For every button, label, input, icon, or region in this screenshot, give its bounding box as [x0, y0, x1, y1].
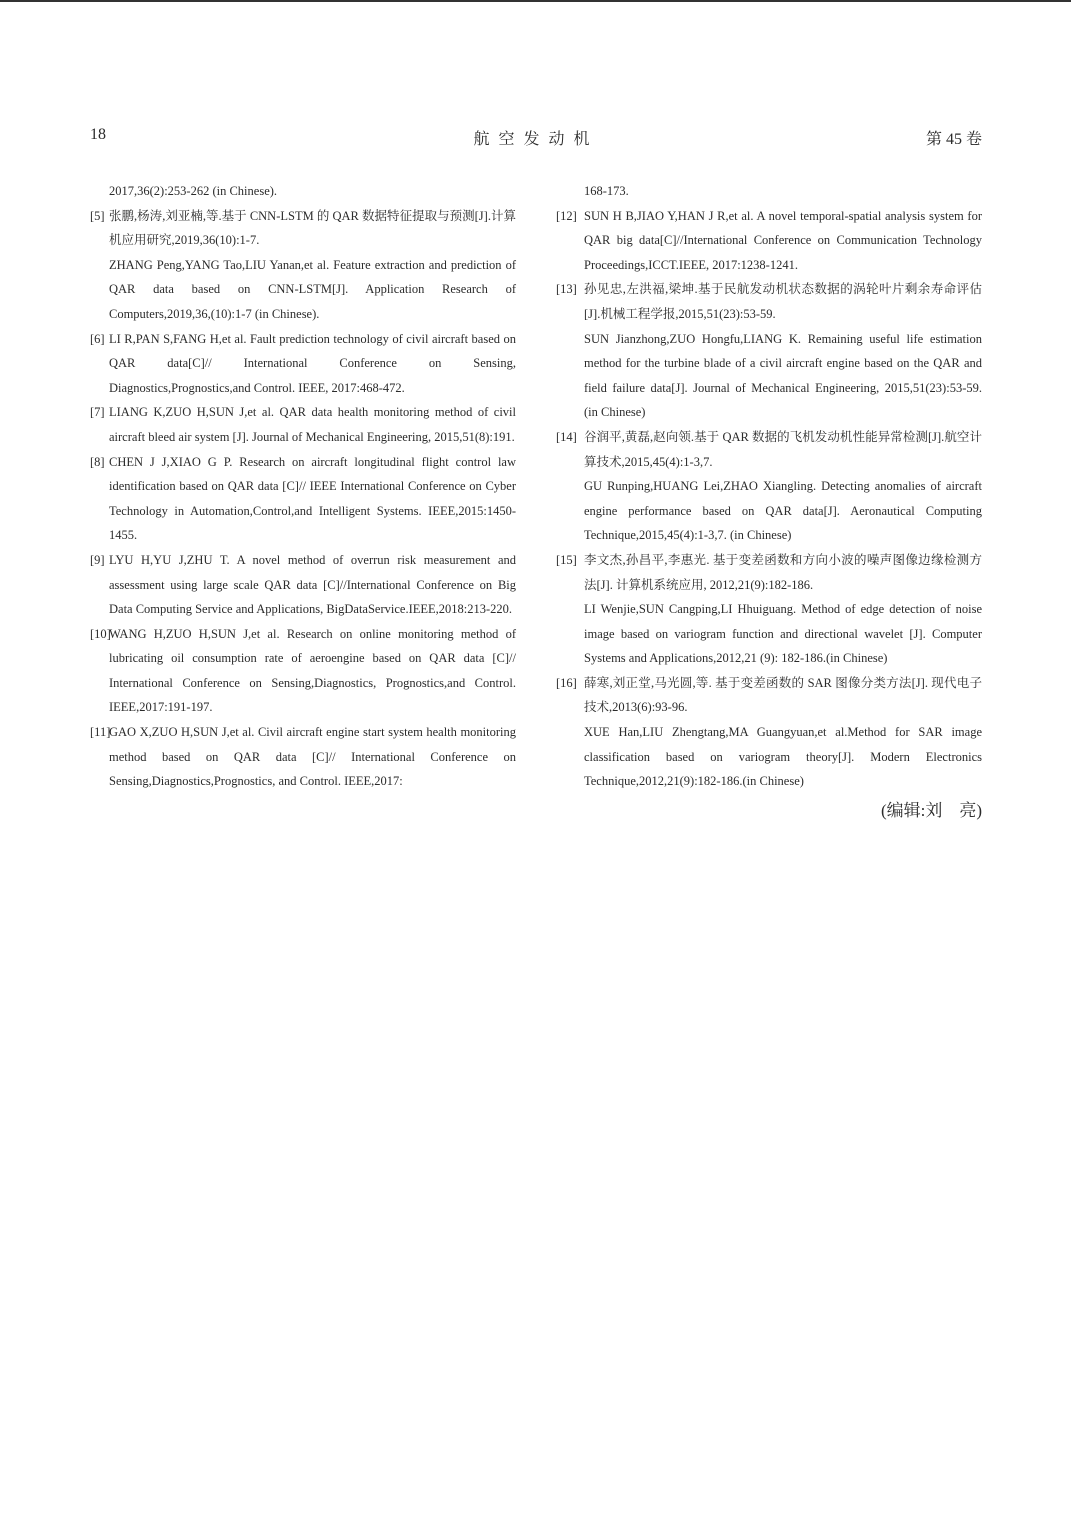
- reference-entry: [556, 425, 982, 548]
- reference-label: [13]: [556, 282, 577, 297]
- journal-title: 航空发动机: [473, 131, 599, 148]
- page-header: [90, 126, 982, 148]
- reference-entry: [556, 204, 982, 278]
- reference-text: [90, 548, 516, 622]
- continuation-text: 2017,36(2):253-262 (in Chinese).: [109, 184, 278, 198]
- reference-text: [90, 450, 516, 548]
- reference-label: [11]: [90, 725, 111, 740]
- reference-body: LI R,PAN S,FANG H,et al. Fault prediction technology of civil aircraft based on QAR data[C]// International Conference on Sensing, Diagnostics,Prognostics,and Control. IEEE, 2017:468-472.: [109, 331, 516, 395]
- top-border-line: [0, 0, 1071, 2]
- reference-body: LYU H,YU J,ZHU T. A novel method of overrun risk measurement and assessment using large scale QAR data [C]//International Conference on Big Data Computing Service and Applications, BigDataService.IEEE,2018:213-220.: [109, 552, 516, 617]
- reference-label: [10]: [90, 626, 111, 641]
- reference-text: [556, 425, 982, 474]
- reference-text: [90, 720, 516, 794]
- reference-text: [90, 400, 516, 449]
- reference-body: WANG H,ZUO H,SUN J,et al. Research on online monitoring method of lubricating oil consumption rate of aeroengine based on QAR data [C]// International Conference on Sensing,Diagnostics, Prognostics,and Control. IEEE,2017:191-197.: [109, 626, 516, 715]
- reference-body: CHEN J J,XIAO G P. Research on aircraft longitudinal flight control law identification based on QAR data [C]// IEEE International Conference on Cyber Technology in Automation,Control,and Intelligent Systems. IEEE,2015:1450-1455.: [109, 454, 516, 543]
- reference-body: 张鹏,杨涛,刘亚楠,等.基于 CNN-LSTM 的 QAR 数据特征提取与预测[J].计算机应用研究,2019,36(10):1-7.: [109, 208, 516, 248]
- reference-body: 李文杰,孙昌平,李惠光. 基于变差函数和方向小波的噪声图像边缘检测方法[J]. 计算机系统应用, 2012,21(9):182-186.: [584, 552, 982, 592]
- reference-body: 薛寒,刘正堂,马光圆,等. 基于变差函数的 SAR 图像分类方法[J]. 现代电子技术,2013(6):93-96.: [584, 675, 982, 715]
- reference-body: LIANG K,ZUO H,SUN J,et al. QAR data health monitoring method of civil aircraft bleed air system [J]. Journal of Mechanical Engineering, 2015,51(8):191.: [109, 405, 516, 444]
- reference-label: [6]: [90, 331, 105, 346]
- volume-label: 第 45 卷: [925, 131, 982, 148]
- reference-entry: [90, 400, 516, 449]
- reference-body: 孙见忠,左洪福,梁坤.基于民航发动机状态数据的涡轮叶片剩余寿命评估[J].机械工程学报,2015,51(23):53-59.: [584, 282, 982, 321]
- reference-english-translation: SUN Jianzhong,ZUO Hongfu,LIANG K. Remaining useful life estimation method for the turbine blade of a civil aircraft engine based on the QAR and field failure data[J]. Journal of Mechanical Engineering, 2015,51(23):53-59. (in Chinese): [584, 331, 982, 420]
- reference-english-translation: ZHANG Peng,YANG Tao,LIU Yanan,et al. Feature extraction and prediction of QAR data based on CNN-LSTM[J]. Application Research of Computers,2019,36,(10):1-7 (in Chinese).: [109, 257, 516, 321]
- reference-body: GAO X,ZUO H,SUN J,et al. Civil aircraft engine start system health monitoring method based on QAR data [C]// International Conference on Sensing,Diagnostics,Prognostics, and Control. IEEE,2017:: [109, 725, 516, 789]
- reference-label: [14]: [556, 429, 577, 444]
- reference-text: [90, 327, 516, 401]
- reference-entry: [90, 327, 516, 401]
- reference-text: [556, 548, 982, 597]
- reference-label: [9]: [90, 552, 105, 567]
- reference-english-translation: XUE Han,LIU Zhengtang,MA Guangyuan,et al.Method for SAR image classification based on variogram theory[J]. Modern Electronics Technique,2012,21(9):182-186.(in Chinese): [584, 725, 982, 789]
- reference-entry: [556, 277, 982, 425]
- reference-label: [8]: [90, 454, 105, 469]
- reference-entry: [90, 622, 516, 720]
- page-number: 18: [90, 126, 106, 143]
- reference-entry: [90, 204, 516, 327]
- editor-note: (编辑:刘 亮): [880, 800, 982, 820]
- reference-english-translation: GU Runping,HUANG Lei,ZHAO Xiangling. Detecting anomalies of aircraft engine performance based on QAR data[J]. Aeronautical Computing Technique,2015,45(4):1-3,7. (in Chinese): [584, 479, 982, 543]
- reference-entry: [90, 450, 516, 548]
- reference-entry: [556, 548, 982, 671]
- reference-label: [12]: [556, 208, 577, 223]
- reference-entry: [90, 548, 516, 622]
- reference-entry: [90, 720, 516, 794]
- reference-english-translation: LI Wenjie,SUN Cangping,LI Hhuiguang. Method of edge detection of noise image based on variogram function and directional wavelet [J]. Computer Systems and Applications,2012,21 (9): 182-186.(in Chinese): [584, 602, 982, 666]
- continuation-text: 168-173.: [584, 184, 629, 198]
- right-column: [556, 179, 982, 826]
- left-column: [90, 179, 516, 794]
- reference-body: SUN H B,JIAO Y,HAN J R,et al. A novel temporal-spatial analysis system for QAR big data[C]//International Conference on Communication Technology Proceedings,ICCT.IEEE, 2017:1238-1241.: [584, 208, 982, 272]
- reference-label: [16]: [556, 675, 577, 690]
- reference-label: [5]: [90, 208, 105, 223]
- reference-text: [556, 277, 982, 326]
- reference-label: [15]: [556, 552, 577, 567]
- reference-text: [556, 671, 982, 720]
- reference-text: [556, 204, 982, 278]
- reference-text: [90, 204, 516, 253]
- reference-entry: [556, 671, 982, 794]
- reference-label: [7]: [90, 405, 105, 420]
- reference-text: [90, 622, 516, 720]
- reference-body: 谷润平,黄磊,赵向领.基于 QAR 数据的飞机发动机性能异常检测[J].航空计算技术,2015,45(4):1-3,7.: [584, 429, 982, 469]
